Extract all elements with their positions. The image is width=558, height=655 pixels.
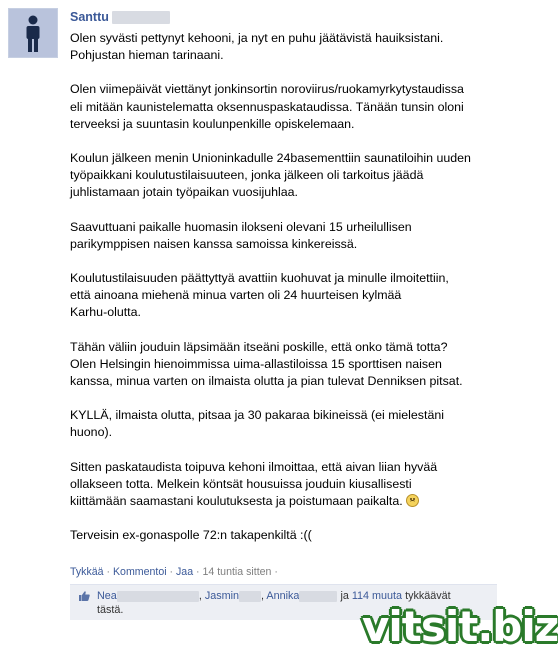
post-paragraph: KYLLÄ, ilmaista olutta, pitsaa ja 30 pakaraa bikineissä (ei mielestäni huono). bbox=[70, 408, 444, 440]
separator: · bbox=[271, 566, 278, 578]
likes-text: tästä. bbox=[97, 604, 124, 616]
post-paragraph: Terveisin ex-gonaspolle 72:n takapenkiltä :(( bbox=[70, 528, 312, 543]
redacted-surname bbox=[299, 591, 337, 602]
thumbs-up-icon bbox=[79, 591, 90, 601]
redacted-surname bbox=[239, 591, 261, 602]
author-first-name[interactable]: Santtu bbox=[70, 10, 109, 24]
liker-name[interactable]: Nea bbox=[97, 590, 117, 602]
likes-and: ja bbox=[340, 590, 349, 602]
like-link[interactable]: Tykkää bbox=[70, 566, 104, 578]
comment-link[interactable]: Kommentoi bbox=[112, 566, 167, 578]
redacted-surname bbox=[112, 11, 170, 24]
likes-box: Nea , Jasmin , Annika ja 114 muuta tykkäävät tästä. bbox=[70, 584, 497, 620]
others-link[interactable]: 114 muuta bbox=[351, 590, 403, 602]
default-person-icon bbox=[9, 9, 57, 57]
post-author[interactable] bbox=[70, 10, 170, 24]
redacted-surname bbox=[117, 591, 199, 602]
post-actions bbox=[70, 566, 278, 578]
share-link[interactable]: Jaa bbox=[176, 566, 194, 578]
profile-avatar[interactable] bbox=[8, 8, 58, 58]
liker-name[interactable]: Annika bbox=[266, 590, 300, 602]
separator: · bbox=[166, 566, 176, 578]
separator: · bbox=[103, 566, 113, 578]
post-paragraph-with-emoticon bbox=[70, 459, 490, 511]
post-paragraph: Koulun jälkeen menin Unioninkadulle 24basementtiin saunatiloihin uuden työpaikkani koulutustilaisuuteen, jonka jälkeen oli tarkoitus jäädä juhlistamaan jotain työpaikan vuosijuhlaa. bbox=[70, 151, 471, 200]
likes-text: tykkäävät bbox=[405, 590, 451, 602]
timestamp[interactable]: 14 tuntia sitten bbox=[202, 566, 272, 578]
watermark: vitsit.biz bbox=[362, 602, 558, 651]
liker-name[interactable]: Jasmin bbox=[204, 590, 240, 602]
sad-face-icon bbox=[406, 494, 419, 507]
post-paragraph-text: Sitten paskataudista toipuva kehoni ilmoittaa, että aivan liian hyvää ollakseen totta. Melkein köntsät housuissa jouduin kiusallisesti kiittämään saamastani koulutuksesta ja poistumaan paikalta. bbox=[70, 459, 438, 509]
post-paragraph: Olen viimepäivät viettänyt jonkinsortin noroviirus/ruokamyrkytystaudissa eli mitään kaunistelematta oksennuspaskataudissa. Tänään tunsin oloni terveeksi ja suuntasin koulunpenkille opiskelemaan. bbox=[70, 82, 464, 131]
separator: · bbox=[193, 566, 203, 578]
post-paragraph: Saavuttuani paikalle huomasin ilokseni olevani 15 urheilullisen parikymppisen naisen kanssa samoissa kinkereissä. bbox=[70, 219, 412, 251]
post-paragraph: Olen syvästi pettynyt kehooni, ja nyt en puhu jäätävistä hauiksistani. Pohjustan hieman tarinaani. bbox=[70, 31, 444, 63]
post-body bbox=[70, 30, 490, 561]
post-paragraph: Koulutustilaisuuden päättyttyä avattiin kuohuvat ja minulle ilmoitettiin, että ainoana miehenä minua varten oli 24 huurteisen kylmää Karhu-olutta. bbox=[70, 271, 449, 320]
post-paragraph: Tähän väliin jouduin läpsimään itseäni poskille, että onko tämä totta? Olen Helsingin hienoimmissa uima-allastiloissa 15 sporttisen naisen kanssa, minua varten on ilmaista olutta ja pian tulevat Denniksen pitsat. bbox=[70, 339, 463, 389]
